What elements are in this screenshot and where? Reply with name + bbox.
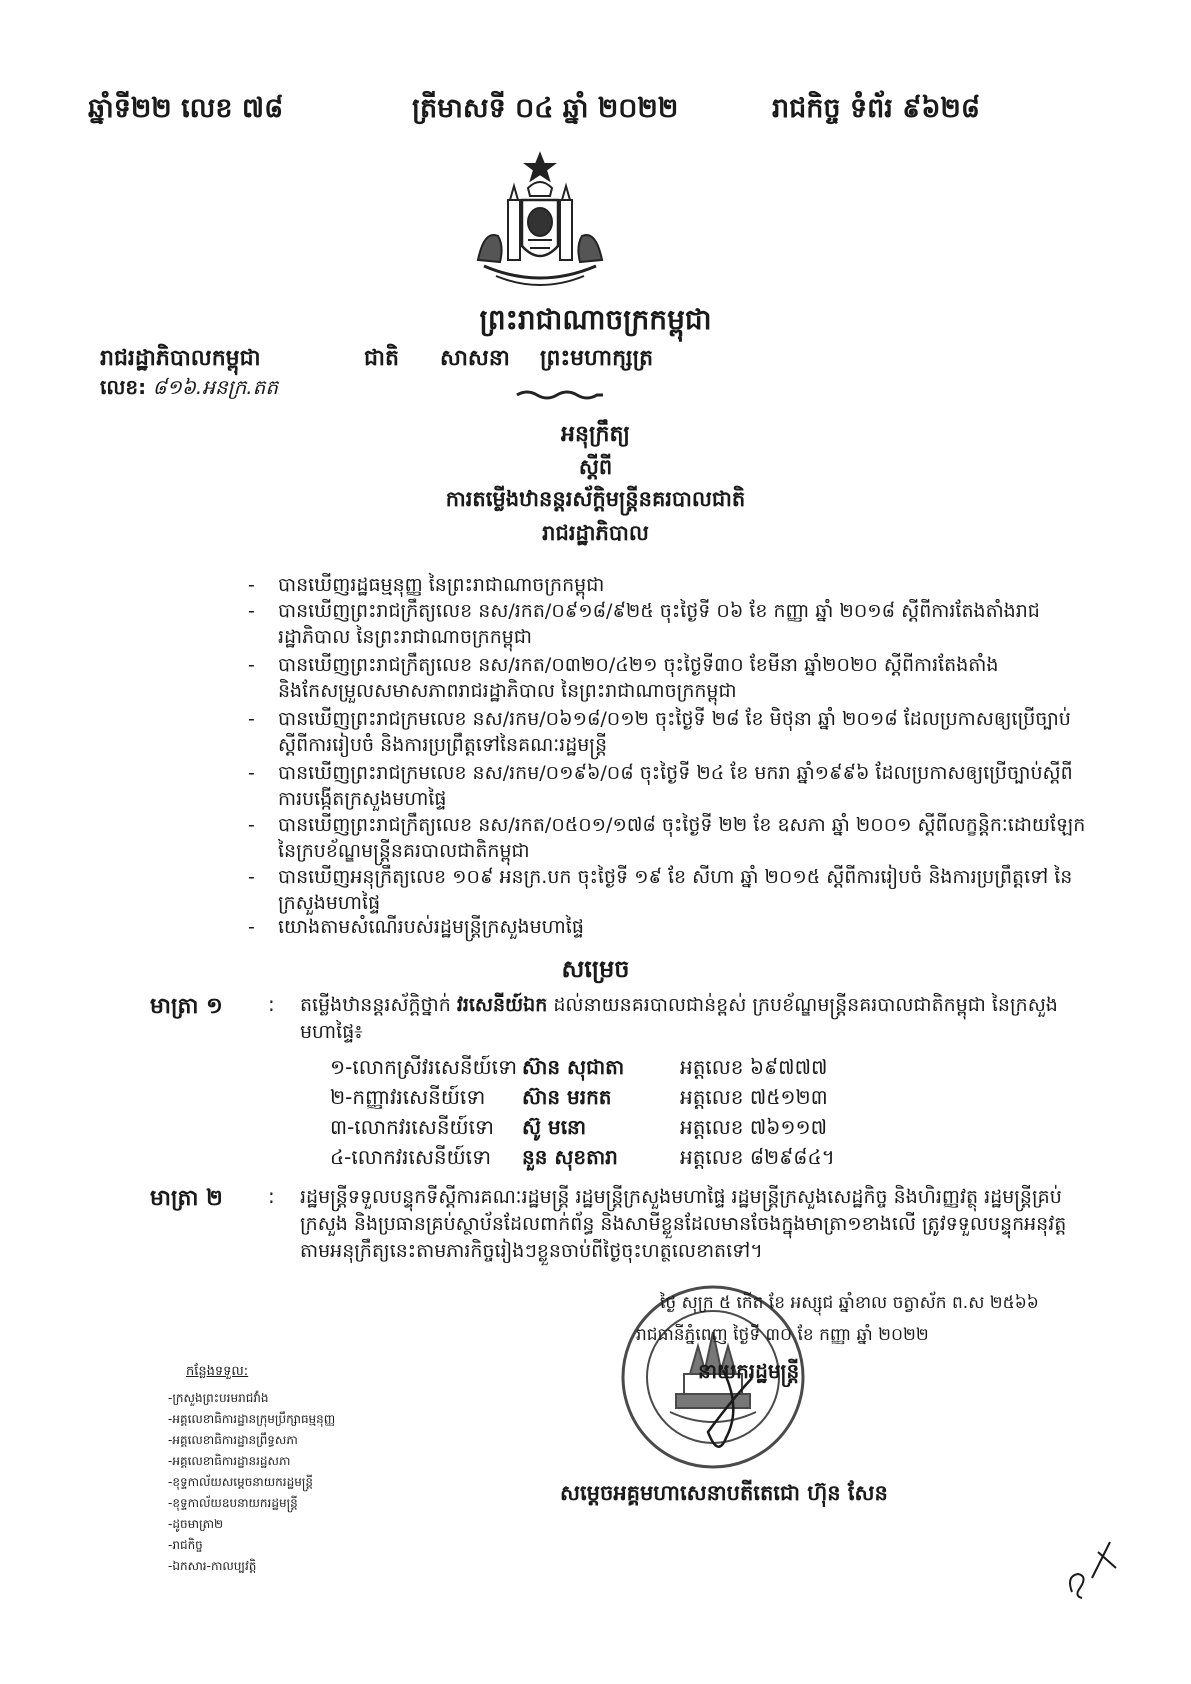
officer-name: ស៊ាន សុជាតា <box>522 1055 625 1079</box>
motto-nation: ជាតិ <box>364 346 399 371</box>
article-2-colon: : <box>268 1184 275 1208</box>
officer-prefix: ២-កញ្ញាវរសេនីយ៍ទោ <box>330 1085 486 1109</box>
date-solar: រាជធានីភ្នំពេញ ថ្ងៃទី ៣០ ខែ កញ្ញា ឆ្នាំ ២០២២ <box>636 1325 929 1345</box>
signatory-name: សម្តេចអគ្គមហាសេនាបតីតេជោ ហ៊ុន សែន <box>560 1481 888 1505</box>
recipient-item: -អគ្គលេខាធិការដ្ឋានព្រឹទ្ធសភា <box>168 1433 298 1447</box>
coat-of-arms-emblem <box>470 150 610 295</box>
recipient-item: -ខុទ្ទកាល័យឧបនាយករដ្ឋមន្ត្រី <box>168 1496 298 1510</box>
decision-heading: សម្រេច <box>561 955 630 983</box>
government-label: រាជរដ្ឋាភិបាល <box>542 521 649 545</box>
officer-prefix: ៤-លោកវរសេនីយ៍ទោ <box>330 1145 492 1169</box>
header-quarter: ត្រីមាសទី ០៤ ឆ្នាំ ២០២២ <box>412 93 679 124</box>
issuer-number-value: ៨១៦.អនក្រ.តត <box>152 375 279 399</box>
article-1-colon: : <box>268 992 275 1016</box>
recipient-item: -ខុទ្ទកាល័យសម្តេចនាយករដ្ឋមន្ត្រី <box>168 1475 314 1489</box>
document-subject: ការតម្លើងឋានន្តរស័ក្តិមន្ត្រីនគរបាលជាតិ <box>445 487 746 511</box>
officer-id: អត្តលេខ ៧៥១២៣ <box>680 1085 828 1109</box>
officer-name: នួន សុខតារា <box>522 1145 618 1169</box>
document-type: អនុក្រឹត្យ <box>561 422 630 447</box>
header-issue: ឆ្នាំទី២២ លេខ ៧៨ <box>88 93 284 124</box>
officer-id: អត្តលេខ ៨២៩៨៤។ <box>680 1145 835 1169</box>
kingdom-title: ព្រះរាជាណាចក្រកម្ពុជា <box>479 303 712 336</box>
article-1-rank: វរសេនីយ៍ឯក <box>456 994 548 1016</box>
article-2-label: មាត្រា ២ <box>150 1186 223 1211</box>
ornament-divider <box>515 386 605 398</box>
issuer-number-label: លេខ: <box>100 375 147 399</box>
signature-title: នាយករដ្ឋមន្ត្រី <box>698 1359 800 1383</box>
officer-id: អត្តលេខ ៦៩៧៧៧ <box>680 1055 828 1079</box>
concerning-label: ស្ដីពី <box>578 455 613 479</box>
recipient-item: -ដូចមាត្រា២ <box>168 1517 224 1531</box>
motto-king: ព្រះមហាក្សត្រ <box>540 346 654 371</box>
recipient-item: -ឯកសារ-កាលប្បវត្តិ <box>168 1559 257 1573</box>
recipient-item: -ក្រសួងព្រះបរមរាជវាំង <box>168 1391 269 1405</box>
officer-id: អត្តលេខ ៧៦១១៧ <box>680 1115 828 1139</box>
handwritten-initial <box>1062 1532 1122 1602</box>
officer-name: ស៊ូ មនោ <box>522 1115 587 1139</box>
motto-religion: សាសនា <box>440 346 510 371</box>
officer-name: ស៊ាន មរកត <box>522 1085 612 1109</box>
issuer-name: រាជរដ្ឋាភិបាលកម្ពុជា <box>100 346 261 371</box>
officer-prefix: ១-លោកស្រីវរសេនីយ៍ទោ <box>330 1055 518 1079</box>
recipient-item: -អគ្គលេខាធិការដ្ឋានរដ្ឋសភា <box>168 1454 291 1468</box>
recipients-title: កន្លែងទទួល: <box>186 1364 249 1379</box>
article-1-label: មាត្រា ១ <box>150 994 223 1019</box>
header-page: រាជកិច្ច ទំព័រ ៩៦២៨ <box>772 93 980 124</box>
article-2-text: រដ្ឋមន្ត្រីទទួលបន្ទុកទីស្តីការគណៈរដ្ឋមន្ត្រី រដ្ឋមន្ត្រីក្រសួងមហាផ្ទៃ រដ្ឋមន្ត្រីក្រសួងសេដ្ឋកិច្ច និងហិរញ្ញវត្ថុ រដ្ឋមន្ត្រីគ្រប់ក្រសួង និងប្រធានគ្រប់ស្ថាប័នដែលពាក់ព័ន្ធ និងសាមីខ្លួនដែលមានចែងក្នុងមាត្រា១ខាងលើ ត្រូវទទួលបន្ទុកអនុវត្តតាមអនុក្រឹត្យនេះតាមភារកិច្ចរៀងៗខ្លួនចាប់ពីថ្ងៃចុះហត្ថលេខាតទៅ។ <box>300 1186 1067 1262</box>
officer-prefix: ៣-លោកវរសេនីយ៍ទោ <box>330 1115 494 1139</box>
issuer-number <box>100 374 278 404</box>
article-1-text: តម្លើងឋានន្តរស័ក្តិថ្នាក់ វរសេនីយ៍ឯក ដល់នាយនគរបាលជាន់ខ្ពស់ ក្របខ័ណ្ឌមន្ត្រីនគរបាលជាតិកម្ពុជា នៃក្រសួងមហាផ្ទៃ៖ <box>300 994 1058 1043</box>
recipient-item: -រាជកិច្ច <box>168 1538 203 1552</box>
date-lunar: ថ្ងៃ សុក្រ ៥ កើត ខែ អស្សុជ ឆ្នាំខាល ចត្វាស័ក ព.ស ២៥៦៦ <box>660 1293 1039 1313</box>
recipient-item: -អគ្គលេខាធិការដ្ឋានក្រុមប្រឹក្សាធម្មនុញ្ញ <box>168 1412 336 1426</box>
